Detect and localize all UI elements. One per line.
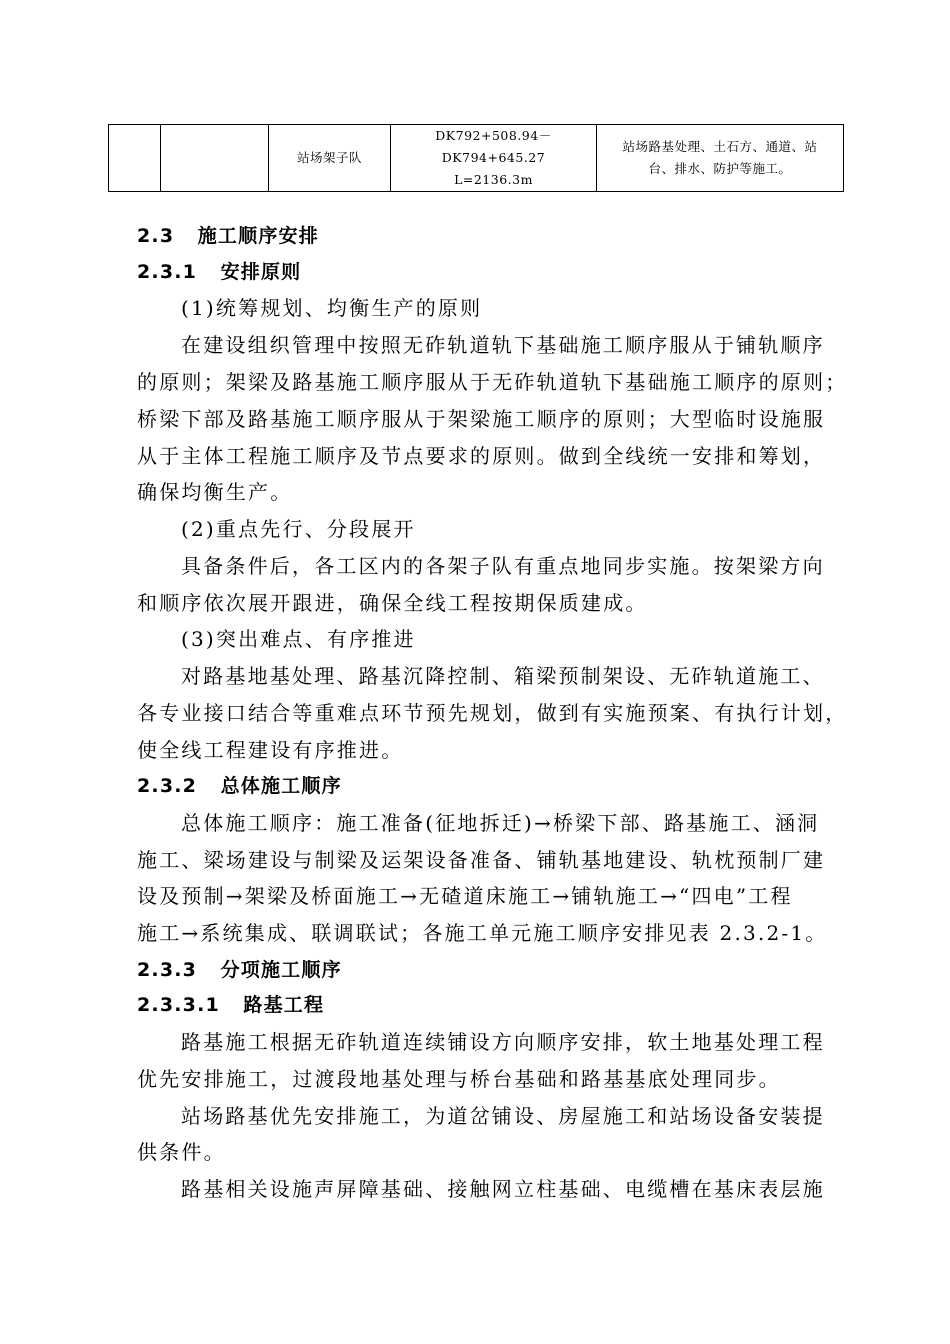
paragraph-line: 站场路基优先安排施工，为道岔铺设、房屋施工和站场设备安装提	[181, 1104, 825, 1128]
paragraph-line: 路基相关设施声屏障基础、接触网立柱基础、电缆槽在基床表层施	[181, 1177, 825, 1201]
table-cell-team: 站场架子队	[269, 125, 391, 192]
paragraph-line: 施工→系统集成、联调联试；各施工单元施工顺序安排见表 2.3.2-1。	[137, 921, 828, 945]
heading-title: 总体施工顺序	[220, 775, 342, 797]
principle-2-title: (2)重点先行、分段展开	[181, 517, 416, 541]
heading-number: 2.3	[137, 225, 175, 247]
paragraph-line: 供条件。	[137, 1140, 226, 1164]
paragraph-line: 具备条件后，各工区内的各架子队有重点地同步实施。按架梁方向	[181, 554, 825, 578]
paragraph-line: 桥梁下部及路基施工顺序服从于架梁施工顺序的原则；大型临时设施服	[137, 407, 826, 431]
paragraph-line: 确保均衡生产。	[137, 480, 293, 504]
construction-team-table	[108, 124, 844, 192]
paragraph-line: 从于主体工程施工顺序及节点要求的原则。做到全线统一安排和筹划，	[137, 444, 826, 468]
table-cell-empty-1	[109, 125, 161, 192]
heading-2-3-3	[137, 956, 342, 984]
range-line-1: DK792+508.94－DK794+645.27	[435, 128, 552, 165]
heading-number: 2.3.3.1	[137, 994, 220, 1016]
paragraph-line: 对路基地基处理、路基沉降控制、箱梁预制架设、无砟轨道施工、	[181, 664, 825, 688]
heading-2-3	[137, 222, 319, 250]
heading-number: 2.3.3	[137, 959, 198, 981]
heading-title: 安排原则	[220, 261, 302, 283]
table-cell-work	[597, 125, 844, 192]
heading-number: 2.3.1	[137, 261, 198, 283]
paragraph-line: 各专业接口结合等重难点环节预先规划，做到有实施预案、有执行计划，	[137, 701, 848, 725]
paragraph-line: 总体施工顺序：施工准备(征地拆迁)→桥梁下部、路基施工、涵洞	[181, 811, 820, 835]
heading-title: 施工顺序安排	[197, 225, 319, 247]
heading-title: 路基工程	[243, 994, 325, 1016]
table-cell-range	[391, 125, 597, 192]
heading-title: 分项施工顺序	[220, 959, 342, 981]
paragraph-line: 施工、梁场建设与制梁及运架设备准备、铺轨基地建设、轨枕预制厂建	[137, 848, 826, 872]
paragraph-line: 和顺序依次展开跟进，确保全线工程按期保质建成。	[137, 591, 648, 615]
work-line-2: 台、排水、防护等施工。	[648, 161, 792, 176]
table-row	[109, 125, 844, 192]
paragraph-line: 在建设组织管理中按照无砟轨道轨下基础施工顺序服从于铺轨顺序	[181, 333, 825, 357]
principle-3-title: (3)突出难点、有序推进	[181, 627, 416, 651]
work-line-1: 站场路基处理、土石方、通道、站	[622, 139, 818, 154]
heading-2-3-2	[137, 772, 342, 800]
paragraph-line: 使全线工程建设有序推进。	[137, 738, 404, 762]
heading-number: 2.3.2	[137, 775, 198, 797]
paragraph-line: 的原则；架梁及路基施工顺序服从于无砟轨道轨下基础施工顺序的原则；	[137, 370, 848, 394]
table-cell-empty-2	[161, 125, 269, 192]
paragraph-line: 设及预制→架梁及桥面施工→无碴道床施工→铺轨施工→“四电”工程	[137, 884, 793, 908]
heading-2-3-3-1	[137, 991, 324, 1019]
paragraph-line: 路基施工根据无砟轨道连续铺设方向顺序安排，软土地基处理工程	[181, 1030, 825, 1054]
heading-2-3-1	[137, 258, 301, 286]
paragraph-line: 优先安排施工，过渡段地基处理与桥台基础和路基基底处理同步。	[137, 1067, 781, 1091]
principle-1-title: (1)统筹规划、均衡生产的原则	[181, 296, 483, 320]
range-line-2: L=2136.3m	[454, 172, 533, 187]
